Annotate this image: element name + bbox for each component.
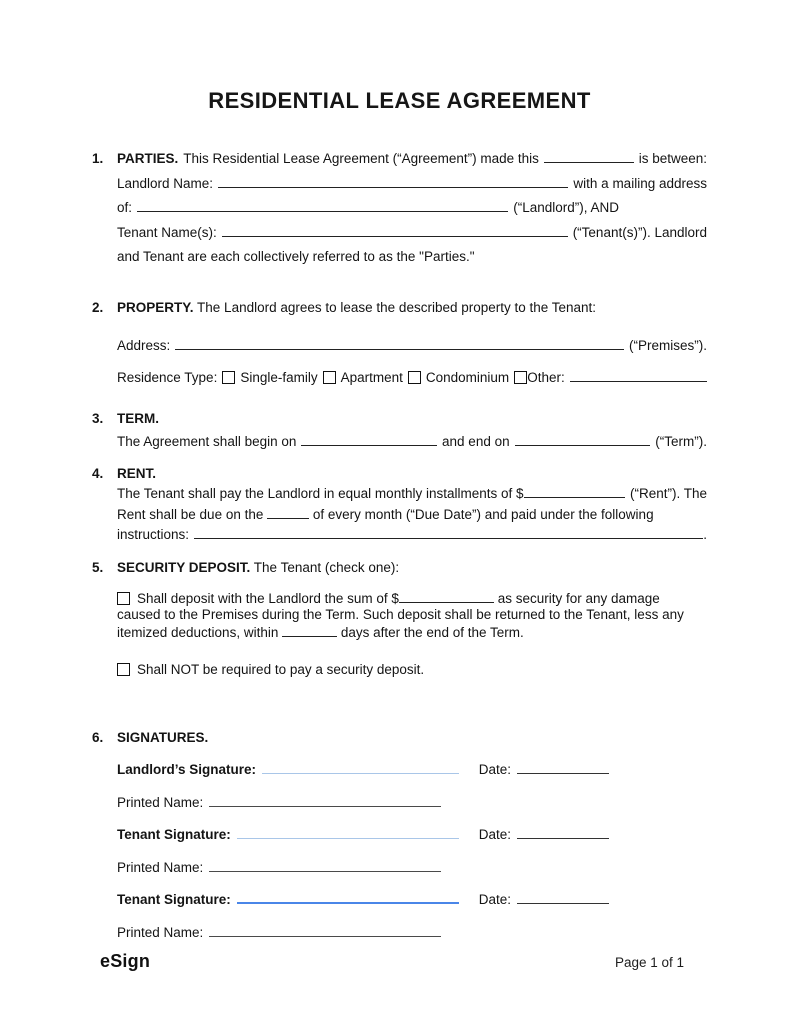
premises-address-tail: (“Premises”). — [629, 337, 707, 353]
term-tail-text: (“Term”). — [655, 433, 707, 449]
deposit-option-text-a: Shall deposit with the Landlord the sum of $ — [137, 590, 399, 606]
tenant-names-label: Tenant Name(s): — [117, 224, 217, 240]
section-property-heading: PROPERTY. — [117, 299, 194, 315]
security-deposit-intro-line — [117, 558, 707, 578]
checkbox-condominium[interactable] — [408, 371, 421, 384]
deposit-option-text-c: days after the end of the Term. — [340, 624, 524, 640]
payment-instructions-label: instructions: — [117, 527, 190, 543]
term-end-text: and end on — [442, 433, 510, 449]
date-line-tenant-signature-1[interactable] — [517, 825, 609, 839]
document-title: RESIDENTIAL LEASE AGREEMENT — [208, 88, 591, 113]
landlord-printed-name-row — [117, 793, 707, 813]
landlord-address-label: of: — [117, 200, 133, 216]
tenant-printed-name-label-2: Printed Name: — [117, 924, 204, 940]
checkbox-security-deposit-required[interactable] — [117, 592, 130, 605]
signature-line-landlord[interactable] — [262, 760, 459, 774]
tenant-date-label-1: Date: — [478, 827, 511, 843]
tenant-printed-name-label-1: Printed Name: — [117, 859, 204, 875]
blank-residence-other[interactable] — [570, 368, 707, 382]
parties-closing-text: and Tenant are each collectively referred to as the "Parties." — [117, 249, 475, 265]
section-signatures-heading: SIGNATURES. — [117, 729, 209, 745]
payment-instructions-period: . — [703, 527, 707, 543]
landlord-printed-name-label: Printed Name: — [117, 794, 204, 810]
blank-landlord-mailing-address[interactable] — [137, 198, 508, 212]
landlord-signature-row — [117, 760, 609, 780]
deposit-option-text-b: as security for any damage caused to the Premises during the Term. Such deposit shall be returned to the Tenant, less any itemized deductions, within — [117, 590, 684, 640]
landlord-name-tail: with a mailing address — [573, 175, 707, 191]
section-term — [92, 409, 707, 452]
rent-amount-line — [117, 484, 707, 505]
rent-due-line — [117, 505, 707, 526]
blank-agreement-made-date[interactable] — [544, 149, 634, 163]
blank-term-end-date[interactable] — [515, 432, 651, 446]
tenant-signature-label-2: Tenant Signature: — [117, 892, 231, 908]
page-footer — [100, 951, 684, 972]
residence-option-apartment: Apartment — [340, 369, 403, 385]
section-term-heading: TERM. — [117, 410, 159, 426]
tenant-signature-label-1: Tenant Signature: — [117, 827, 231, 843]
landlord-signature-label: Landlord’s Signature: — [117, 762, 257, 778]
tenant-date-label-2: Date: — [478, 892, 511, 908]
security-deposit-intro-text: The Tenant (check one): — [253, 559, 400, 575]
section-property — [92, 298, 707, 388]
esign-logo: eSign — [100, 951, 151, 971]
no-deposit-option-text: Shall NOT be required to pay a security deposit. — [137, 662, 425, 678]
section-rent — [92, 464, 707, 546]
rent-due-tail: of every month (“Due Date”) and paid under the following — [312, 506, 654, 522]
security-deposit-option-required — [117, 590, 707, 642]
section-rent-heading: RENT. — [117, 465, 157, 481]
landlord-name-label: Landlord Name: — [117, 175, 214, 191]
signature-line-tenant-1[interactable] — [237, 825, 459, 839]
printed-name-line-tenant-2[interactable] — [209, 924, 441, 937]
security-deposit-option-none — [117, 662, 707, 679]
blank-landlord-name[interactable] — [218, 174, 568, 188]
checkbox-apartment[interactable] — [323, 371, 336, 384]
term-dates-line — [117, 432, 707, 452]
residence-option-condominium: Condominium — [425, 369, 510, 385]
checkbox-other[interactable] — [514, 371, 527, 384]
landlord-address-line — [117, 196, 707, 221]
rent-due-text: Rent shall be due on the — [117, 506, 264, 522]
section-security-deposit — [92, 558, 707, 679]
rent-amount-tail: (“Rent”). The — [629, 486, 707, 502]
parties-intro-tail: is between: — [638, 151, 707, 166]
blank-rent-amount[interactable] — [524, 484, 625, 498]
residence-option-single-family: Single-family — [240, 369, 318, 385]
blank-deposit-return-days[interactable] — [282, 624, 337, 637]
blank-rent-due-day[interactable] — [267, 506, 309, 519]
tenant-names-tail: (“Tenant(s)”). Landlord — [572, 224, 707, 240]
section-signatures — [92, 728, 707, 943]
printed-name-line-landlord[interactable] — [209, 794, 441, 807]
checkbox-single-family[interactable] — [222, 371, 235, 384]
section-security-deposit-heading: SECURITY DEPOSIT. — [117, 559, 251, 575]
tenant-printed-name-row-1 — [117, 858, 707, 878]
section-rent-number: 4. — [92, 465, 104, 481]
tenant-names-line — [117, 221, 707, 246]
blank-premises-address[interactable] — [175, 336, 624, 350]
parties-intro-text: This Residential Lease Agreement (“Agreement”) made this — [183, 151, 539, 166]
property-intro-line — [117, 298, 707, 318]
premises-address-label: Address: — [117, 337, 171, 353]
blank-payment-instructions[interactable] — [194, 525, 703, 539]
date-line-landlord-signature[interactable] — [517, 760, 609, 774]
property-intro-text: The Landlord agrees to lease the described property to the Tenant: — [197, 299, 597, 315]
tenant-signature-row-2 — [117, 890, 609, 910]
printed-name-line-tenant-1[interactable] — [209, 859, 441, 872]
blank-term-begin-date[interactable] — [301, 432, 437, 446]
premises-address-line — [117, 336, 707, 356]
section-parties-number: 1. — [92, 151, 104, 166]
section-parties-heading: PARTIES. — [117, 151, 179, 166]
residence-type-line — [117, 368, 707, 388]
section-parties — [92, 147, 707, 270]
page-number: Page 1 of 1 — [614, 955, 684, 970]
landlord-address-tail: (“Landlord”), AND — [513, 200, 619, 216]
section-security-deposit-number: 5. — [92, 559, 104, 575]
term-begin-text: The Agreement shall begin on — [117, 433, 297, 449]
landlord-name-line — [117, 172, 707, 197]
signature-line-tenant-2[interactable] — [237, 890, 459, 904]
payment-instructions-line — [117, 525, 707, 546]
residence-option-other-label: Other: — [527, 369, 565, 385]
section-term-number: 3. — [92, 410, 104, 426]
landlord-date-label: Date: — [478, 762, 511, 778]
rent-amount-text: The Tenant shall pay the Landlord in equal monthly installments of $ — [117, 486, 524, 502]
section-signatures-number: 6. — [92, 729, 104, 745]
checkbox-no-security-deposit[interactable] — [117, 663, 130, 676]
residence-type-label: Residence Type: — [117, 369, 218, 385]
parties-intro-line — [117, 147, 707, 172]
tenant-signature-row-1 — [117, 825, 609, 845]
date-line-tenant-signature-2[interactable] — [517, 890, 609, 904]
blank-security-deposit-amount[interactable] — [399, 590, 494, 603]
blank-tenant-names[interactable] — [222, 223, 568, 237]
section-property-number: 2. — [92, 299, 104, 315]
tenant-printed-name-row-2 — [117, 923, 707, 943]
